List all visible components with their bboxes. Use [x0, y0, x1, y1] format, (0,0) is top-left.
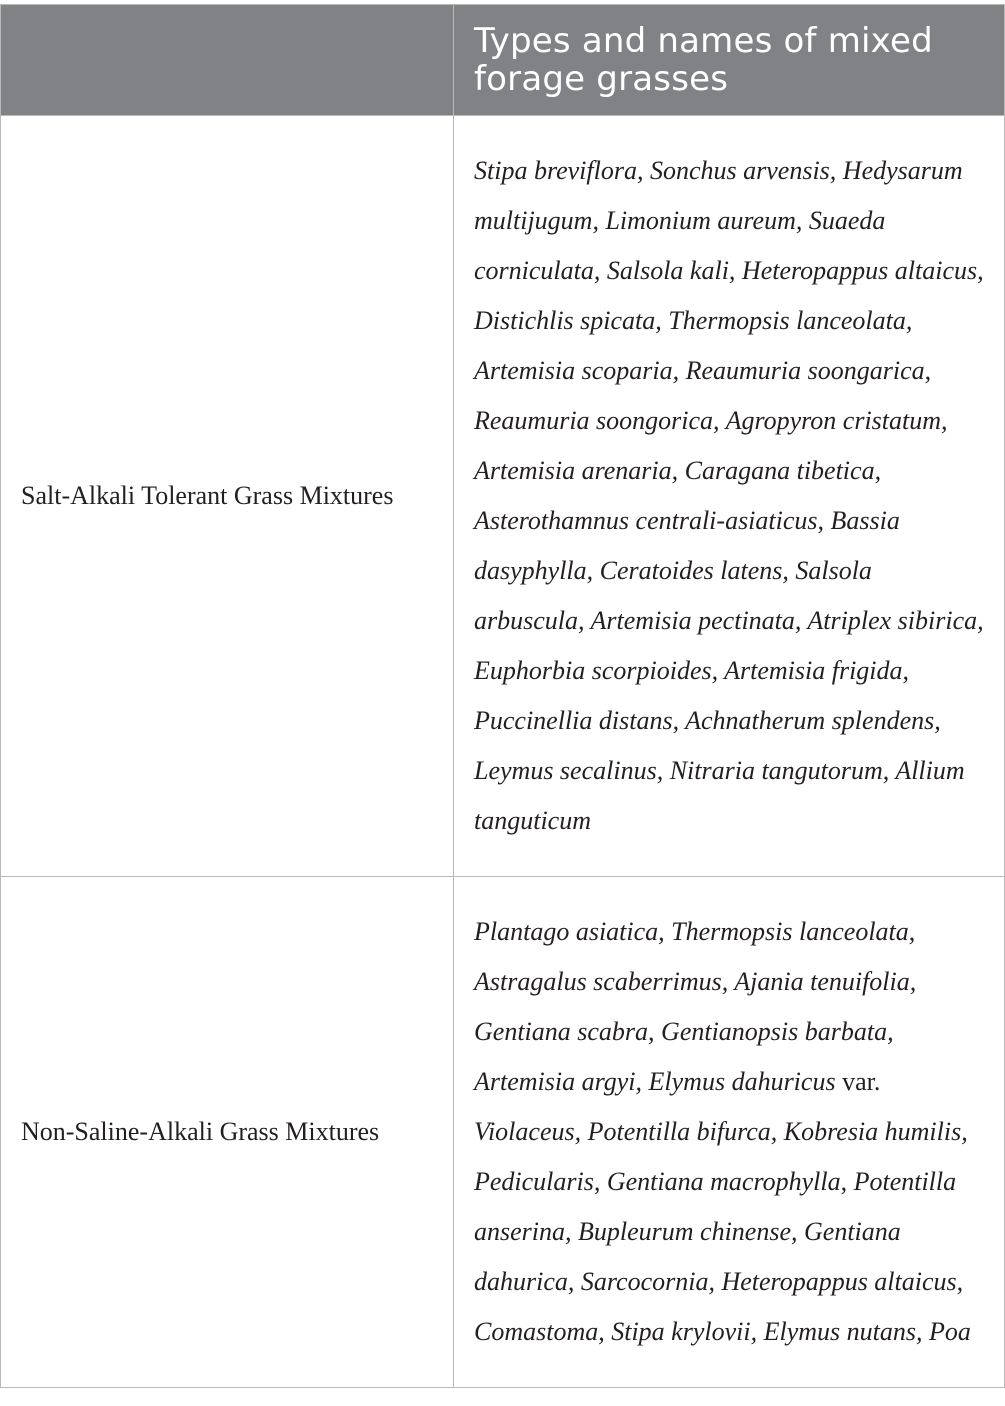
species-text-after-var: Violaceus, Potentilla bifurca, Kobresia humilis, Pedicularis, Gentiana macrophylla, Potentilla anserina, Bupleurum chinense, Gentiana dahurica, Sarcocornia, Heteropappus altaicus, Comastoma, Stipa krylovii, Elymus nutans, Poa	[474, 1117, 971, 1346]
table-row	[1, 877, 1005, 1388]
table-row	[1, 116, 1005, 877]
species-list-non-saline	[454, 877, 1005, 1388]
header-cell-species	[454, 5, 1005, 116]
table-header-row	[1, 5, 1005, 116]
species-text-before-var: Plantago asiatica, Thermopsis lanceolata, Astragalus scaberrimus, Ajania tenuifolia, Gentiana scabra, Gentianopsis barbata, Artemisia argyi, Elymus dahuricus	[474, 917, 917, 1096]
species-list-salt-alkali: Stipa breviflora, Sonchus arvensis, Hedysarum multijugum, Limonium aureum, Suaeda corniculata, Salsola kali, Heteropappus altaicus, Distichlis spicata, Thermopsis lanceolata, Artemisia scoparia, Reaumuria soongarica, Reaumuria soongorica, Agropyron cristatum, Artemisia arenaria, Caragana tibetica, Asterothamnus centrali-asiaticus, Bassia dasyphylla, Ceratoides latens, Salsola arbuscula, Artemisia pectinata, Atriplex sibirica, Euphorbia scorpioides, Artemisia frigida, Puccinellia distans, Achnatherum splendens, Leymus secalinus, Nitraria tangutorum, Allium tanguticum	[454, 116, 1005, 877]
variety-abbreviation: var.	[842, 1067, 881, 1096]
header-cell-type	[1, 5, 454, 116]
grass-type-non-saline: Non-Saline-Alkali Grass Mixtures	[1, 877, 454, 1388]
grass-type-salt-alkali: Salt-Alkali Tolerant Grass Mixtures	[1, 116, 454, 877]
forage-grass-table	[0, 4, 1005, 1388]
header-title: Types and names of mixed forage grasses	[474, 21, 933, 99]
